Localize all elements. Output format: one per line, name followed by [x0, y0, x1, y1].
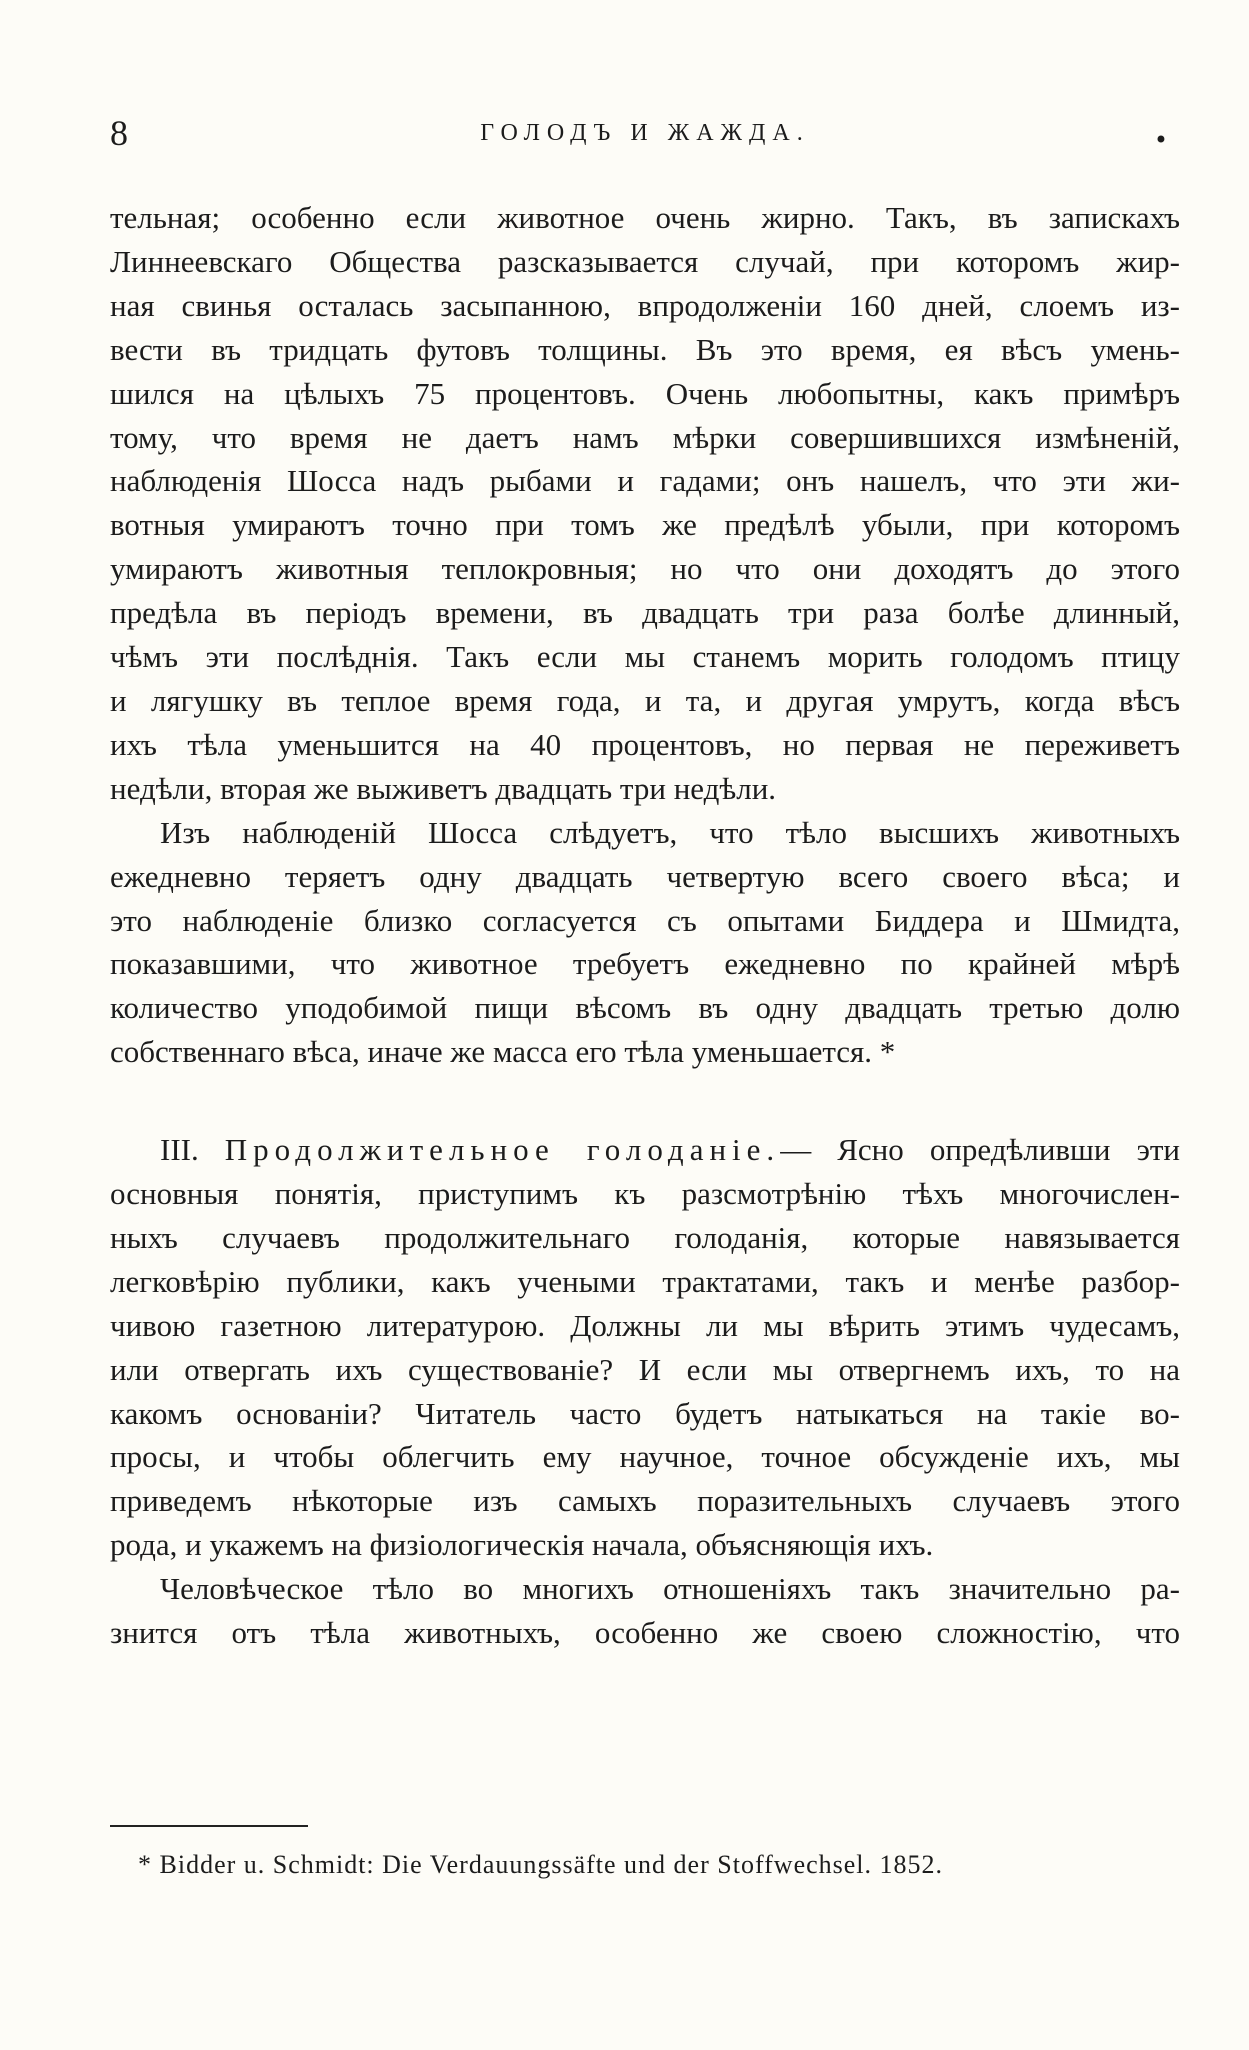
text-line: тому, что время не даетъ намъ мѣрки совершившихся измѣненій, [110, 419, 1180, 455]
text-line: вотныя умираютъ точно при томъ же предѣлѣ убыли, при которомъ [110, 507, 1180, 543]
page-header [110, 112, 1180, 162]
section-number: III. [160, 1132, 199, 1168]
text-line: Человѣческое тѣло во многихъ отношеніяхъ такъ значительно ра- [160, 1571, 1180, 1607]
text-line: ныхъ случаевъ продолжительнаго голоданія, которые навязывается [110, 1219, 1180, 1255]
section-title: Продолжительное голоданіе. [224, 1132, 781, 1168]
text-line: количество уподобимой пищи вѣсомъ въ одну двадцать третью долю [110, 990, 1180, 1026]
text-line: это наблюденіе близко согласуется съ опытами Биддера и Шмидта, [110, 902, 1180, 938]
text-line: тельная; особенно если животное очень жирно. Такъ, въ запискахъ [110, 200, 1180, 235]
text-line: чивою газетною литературою. Должны ли мы вѣрить этимъ чудесамъ, [110, 1307, 1180, 1343]
text-line: ежедневно теряетъ одну двадцать четвертую всего своего вѣса; и [110, 858, 1180, 894]
text-line: легковѣрію публики, какъ учеными трактатами, такъ и менѣе разбор- [110, 1263, 1180, 1299]
text-line: шился на цѣлыхъ 75 процентовъ. Очень любопытны, какъ примѣръ [110, 375, 1180, 411]
running-title: ГОЛОДЪ И ЖАЖДА. [480, 120, 810, 146]
text-line: и лягушку въ теплое время года, и та, и другая умрутъ, когда вѣсъ [110, 682, 1180, 718]
section-first-line-text: — Ясно опредѣливши эти [780, 1132, 1180, 1168]
text-line: какомъ основаніи? Читатель часто будетъ натыкаться на такіе во- [110, 1395, 1180, 1431]
text-line: Линнеевскаго Общества разсказывается случай, при которомъ жир- [110, 243, 1180, 279]
paragraph-shossa [110, 811, 1180, 1074]
section-heading-line [110, 1128, 1180, 1172]
text-line: или отвергать ихъ существованіе? И если мы отвергнемъ ихъ, то на [110, 1351, 1180, 1387]
header-ornament-dot: • [1153, 126, 1168, 154]
text-line: ная свинья осталась засыпанною, впродолженіи 160 дней, слоемъ из- [110, 287, 1180, 323]
text-line: основныя понятія, приступимъ къ разсмотрѣнію тѣхъ многочислен- [110, 1176, 1180, 1212]
text-line: недѣли, вторая же выживетъ двадцать три недѣли. [110, 770, 777, 806]
text-line: рода, и укажемъ на физіологическія начала, объясняющія ихъ. [110, 1527, 934, 1563]
text-line: наблюденія Шосса надъ рыбами и гадами; онъ нашелъ, что эти жи- [110, 463, 1180, 499]
text-line: предѣла въ періодъ времени, въ двадцать три раза болѣе длинный, [110, 595, 1180, 631]
footnote-divider [110, 1825, 308, 1827]
paragraph-continuation [110, 196, 1180, 811]
text-line: вести въ тридцать футовъ толщины. Въ это время, ея вѣсъ умень- [110, 331, 1180, 367]
section-gap [110, 1074, 1180, 1128]
paragraph-human-body [110, 1567, 1180, 1655]
page-body [110, 196, 1180, 1655]
text-line: умираютъ животныя теплокровныя; но что они доходятъ до этого [110, 551, 1180, 587]
text-line: приведемъ нѣкоторые изъ самыхъ поразительныхъ случаевъ этого [110, 1483, 1180, 1519]
text-line: ихъ тѣла уменьшится на 40 процентовъ, но первая не переживетъ [110, 726, 1180, 762]
text-line: чѣмъ эти послѣднія. Такъ если мы станемъ морить голодомъ птицу [110, 639, 1180, 675]
text-line: показавшими, что животное требуетъ ежедневно по крайней мѣрѣ [110, 946, 1180, 982]
text-line: знится отъ тѣла животныхъ, особенно же своею сложностію, что [110, 1615, 1180, 1651]
section-iii [110, 1128, 1180, 1567]
text-line: Изъ наблюденій Шосса слѣдуетъ, что тѣло высшихъ животныхъ [160, 814, 1180, 850]
text-line: собственнаго вѣса, иначе же масса его тѣла уменьшается. * [110, 1034, 896, 1070]
page-number: 8 [110, 113, 128, 153]
text-line: просы, и чтобы облегчить ему научное, точное обсужденіе ихъ, мы [110, 1439, 1180, 1475]
footnote: * Bidder u. Schmidt: Die Verdauungssäfte und der Stoffwechsel. 1852. [138, 1850, 944, 1879]
